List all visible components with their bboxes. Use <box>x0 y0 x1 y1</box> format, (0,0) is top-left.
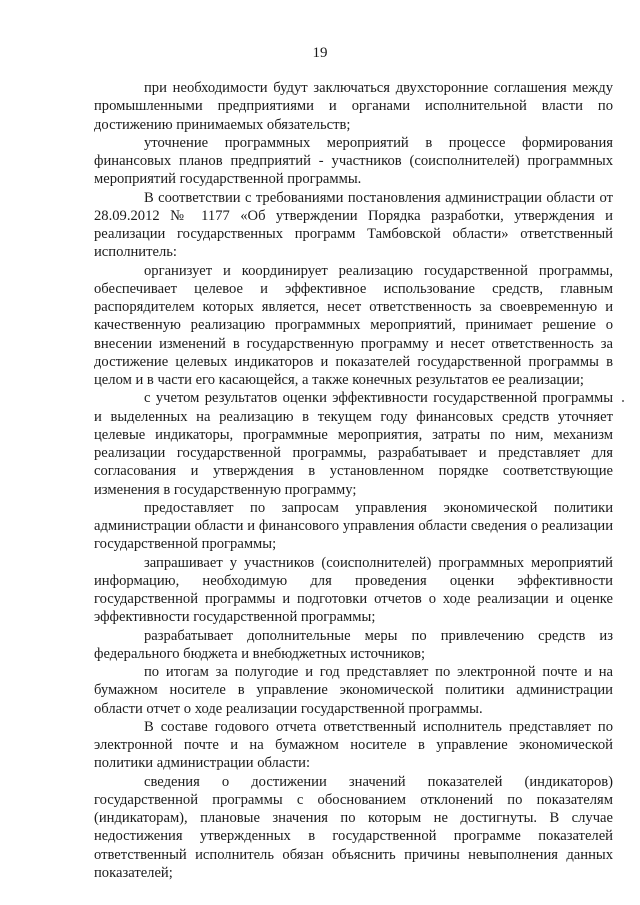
paragraph-additional-measures: разрабатывает дополнительные меры по привлечению средств из федерального бюджета и внебюджетных источников; <box>94 627 613 662</box>
paragraph-resolution-requirements: В соответствии с требованиями постановления администрации области от 28.09.2012 № 1177 «Об утверждении Порядка разработки, утверждения и реализации государственных программ Тамбовской области» ответственный исполнитель: <box>94 189 613 261</box>
paragraph-agreements: при необходимости будут заключаться двухсторонние соглашения между промышленными предприятиями и органами исполнительной власти по достижению принимаемых обязательств; <box>94 80 613 133</box>
document-body <box>94 79 613 882</box>
scan-speck <box>622 400 624 402</box>
paragraph-semiannual-report: по итогам за полугодие и год представляет по электронной почте и на бумажном носителе в управление экономической политики администрации области отчет о ходе реализации государственной программы. <box>94 664 613 717</box>
paragraph-indicator-achievement: сведения о достижении значений показателей (индикаторов) государственной программы с обоснованием отклонений по показателям (индикаторам), плановые значения по которым не достигнуты. В случае недостижения утвержденных в государственной программе показателей ответственный исполнитель обязан объяснить причины невыполнения данных показателей; <box>94 773 613 881</box>
paragraph-measures-clarification: уточнение программных мероприятий в процессе формирования финансовых планов предприятий - участников (соисполнителей) программных мероприятий государственной программы. <box>94 134 613 188</box>
paragraph-requests-information: запрашивает у участников (соисполнителей) программных мероприятий информацию, необходимую для проведения оценки эффективности государственной программы и подготовки отчетов о ходе реализации и оценке эффективности государственной программы; <box>94 554 613 626</box>
paragraph-organizes-coordinates: организует и координирует реализацию государственной программы, обеспечивает целевое и эффективное использование средств, главным распорядителем которых является, несет ответственность за своевременную и качественную реализацию программных мероприятий, принимает решение о внесении изменений в государственную программу и несет ответственность за достижение целевых индикаторов и показателей государственной программы в целом и в части его касающейся, а также конечных результатов ее реализации; <box>94 262 613 388</box>
paragraph-efficiency-evaluation: с учетом результатов оценки эффективности государственной программы и выделенных на реализацию в текущем году финансовых средств уточняет целевые индикаторы, программные мероприятия, затраты по ним, механизм реализации государственной программы, разрабатывает и представляет для согласования и утверждения в установленном порядке соответствующие изменения в государственную программу; <box>94 390 613 498</box>
page-number: 19 <box>312 45 328 61</box>
paragraph-provides-on-request: предоставляет по запросам управления экономической политики администрации области и финансового управления области сведения о реализации государственной программы; <box>94 499 613 553</box>
paragraph-annual-report: В составе годового отчета ответственный исполнитель представляет по электронной почте и на бумажном носителе в управление экономической политики администрации области: <box>94 718 613 772</box>
